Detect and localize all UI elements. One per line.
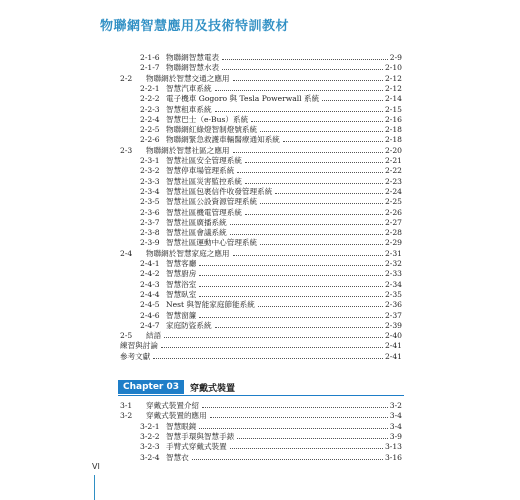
toc-entry-page: 3-4 (389, 421, 402, 431)
toc-entry-title: 物聯網於智慧交通之應用 (146, 73, 230, 83)
toc-entry-page: 2-20 (384, 145, 402, 155)
toc-entry-number: 2-3-3 (140, 176, 160, 186)
toc-entry-number: 2-3 (120, 145, 133, 155)
toc-entry-number: 2-3-2 (140, 166, 160, 176)
toc-entry-page: 2-15 (384, 104, 402, 114)
toc-entry-number: 2-4-7 (140, 320, 160, 330)
toc-entry-title: 結語 (146, 331, 162, 341)
toc-entry-page: 2-9 (389, 53, 402, 62)
toc-entry-number: 2-5 (120, 331, 133, 341)
toc-entry-page: 2-26 (384, 207, 402, 217)
toc-entry-page: 2-28 (384, 228, 402, 238)
toc-entry-title: 智慧衣 (166, 452, 189, 462)
toc-entry-page: 2-29 (384, 238, 402, 248)
toc-entry-page: 2-39 (384, 320, 402, 330)
toc-entry-number: 2-3-6 (140, 207, 160, 217)
toc-entry-page: 2-10 (384, 63, 402, 73)
toc-entry-page: 2-41 (384, 351, 402, 361)
toc-entry-number: 2-3-8 (140, 228, 160, 238)
toc-entry-page: 2-18 (384, 135, 402, 145)
toc-entry-title: 智慧社區安全管理系統 (166, 156, 242, 165)
chapter-badge: Chapter 03 (118, 380, 184, 394)
chapter-rule (118, 395, 404, 396)
toc-entry-title: Nest 與智能家庭節能系統 (166, 300, 255, 310)
toc-entry-number: 2-4-6 (140, 310, 160, 320)
toc-entry-number: 2-2-3 (140, 104, 160, 114)
margin-bar (94, 475, 95, 500)
toc-entry-title: 智慧社區機電管理系統 (166, 207, 242, 217)
toc-entry-page: 2-18 (384, 125, 402, 135)
toc-entry-number: 3-2-1 (140, 421, 160, 431)
toc-entry-number: 2-2 (120, 73, 133, 83)
toc-entry (120, 349, 402, 361)
toc-entry-page: 2-24 (384, 186, 402, 196)
toc-entry-title: 智慧眼鏡 (166, 421, 197, 431)
toc-entry-number: 2-3-1 (140, 156, 160, 165)
toc-entry-title: 智慧手環與智慧手錶 (166, 431, 235, 441)
toc-entry-title: 手臂式穿戴式裝置 (166, 442, 227, 452)
toc-entry-page: 2-35 (384, 289, 402, 299)
toc-entry-number: 3-2-4 (140, 452, 160, 462)
toc-entry-page: 3-9 (389, 431, 402, 441)
toc-entry-title: 智慧租車系統 (166, 104, 212, 114)
toc-entry-number: 2-3-7 (140, 217, 160, 227)
toc-entry-title: 智慧社區公設資源管理系統 (166, 197, 258, 207)
toc-entry-number: 2-4-1 (140, 259, 160, 268)
toc-entry-title: 家庭防盜系統 (166, 320, 212, 330)
toc-entry-title: 參考文獻 (120, 351, 151, 361)
toc-entry-title: 智慧窗簾 (166, 310, 197, 320)
toc-entry-title: 智慧社區災害監控系統 (166, 176, 242, 186)
toc-entry-number: 2-4-3 (140, 279, 160, 289)
toc-entry-number: 2-3-5 (140, 197, 160, 207)
leader-dots (192, 459, 383, 460)
toc-entry-title: 穿戴式裝置介紹 (146, 401, 200, 410)
toc-entry-title: 物聯網於智慧家庭之應用 (146, 248, 230, 258)
toc-entry-number: 2-1-6 (140, 53, 160, 62)
toc-entry-number: 2-1-7 (140, 63, 160, 73)
chapter-heading (118, 380, 235, 394)
toc-entry-title: 智慧臥室 (166, 289, 197, 299)
toc-entry-title: 智慧巴士（e-Bus）系統 (166, 114, 249, 124)
chapter-title: 穿戴式裝置 (190, 383, 236, 394)
toc-entry-number: 2-2-1 (140, 83, 160, 93)
toc-entry-page: 2-36 (384, 300, 402, 310)
page-number: VI (92, 462, 100, 471)
toc-entry (120, 450, 402, 462)
toc-entry-number: 3-1 (120, 401, 133, 410)
toc-entry-page: 2-12 (384, 73, 402, 83)
toc-entry-page: 2-40 (384, 331, 402, 341)
toc-entry-number: 2-2-2 (140, 94, 160, 104)
toc-entry-number: 2-4-4 (140, 289, 160, 299)
toc-entry-number: 2-2-5 (140, 125, 160, 135)
toc-entry-page: 2-34 (384, 279, 402, 289)
toc-entry-page: 2-23 (384, 176, 402, 186)
toc-entry-title: 智慧社區運動中心管理系統 (166, 238, 258, 248)
toc-entry-number: 3-2-3 (140, 442, 160, 452)
toc-entry-page: 2-33 (384, 269, 402, 279)
toc-entry-title: 練習與討論 (120, 341, 158, 351)
toc-entry-page: 2-41 (384, 341, 402, 351)
toc-entry-title: 智慧社區廣播系統 (166, 217, 227, 227)
toc-entry-title: 智慧停車場管理系統 (166, 166, 235, 176)
toc-entry-number: 3-2-2 (140, 431, 160, 441)
toc-entry-title: 智慧浴室 (166, 279, 197, 289)
toc-entry-page: 3-13 (384, 442, 402, 452)
leader-dots (153, 358, 383, 359)
toc-entry-number: 2-4-2 (140, 269, 160, 279)
toc-entry-title: 物聯網緊急救護車輛醫療通知系統 (166, 135, 280, 145)
toc-entry-page: 2-16 (384, 114, 402, 124)
toc-entry-page: 3-4 (389, 411, 402, 421)
toc-entry-title: 物聯網於智慧社區之應用 (146, 145, 230, 155)
toc-entry-page: 2-14 (384, 94, 402, 104)
toc-entry-title: 物聯網智慧水表 (166, 63, 220, 73)
toc-entry-number: 2-2-4 (140, 114, 160, 124)
toc-entry-number: 2-2-6 (140, 135, 160, 145)
toc-entry-title: 智慧社區包裹信件收發管理系統 (166, 186, 273, 196)
toc-entry-number: 2-4 (120, 248, 133, 258)
toc-entry-page: 2-32 (384, 259, 402, 268)
toc-entry-title: 智慧汽車系統 (166, 83, 212, 93)
toc-entry-title: 穿戴式裝置的應用 (146, 411, 207, 421)
toc-entry-title: 智慧客廳 (166, 259, 197, 268)
toc-entry-page: 2-31 (384, 248, 402, 258)
toc-entry-title: 智慧廚房 (166, 269, 197, 279)
toc-entry-number: 3-2 (120, 411, 133, 421)
toc-entry-page: 2-21 (384, 156, 402, 165)
toc-entry-number: 2-3-4 (140, 186, 160, 196)
toc-entry-page: 2-25 (384, 197, 402, 207)
toc-entry-number: 2-4-5 (140, 300, 160, 310)
toc-entry-page: 2-27 (384, 217, 402, 227)
toc-entry-title: 物聯網紅綠燈智制燈號系統 (166, 125, 258, 135)
toc-entry-page: 2-12 (384, 83, 402, 93)
toc-entry-title: 物聯網智慧電表 (166, 53, 220, 62)
toc-entry-page: 2-22 (384, 166, 402, 176)
toc-entry-page: 3-16 (384, 452, 402, 462)
toc-entry-title: 電子機車 Gogoro 與 Tesla Powerwall 系統 (166, 94, 320, 104)
toc-entry-number: 2-3-9 (140, 238, 160, 248)
toc-entry-page: 3-2 (389, 401, 402, 410)
book-title: 物聯網智慧應用及技術特訓教材 (100, 19, 290, 34)
toc-entry-page: 2-37 (384, 310, 402, 320)
toc-entry-title: 智慧社區會議系統 (166, 228, 227, 238)
